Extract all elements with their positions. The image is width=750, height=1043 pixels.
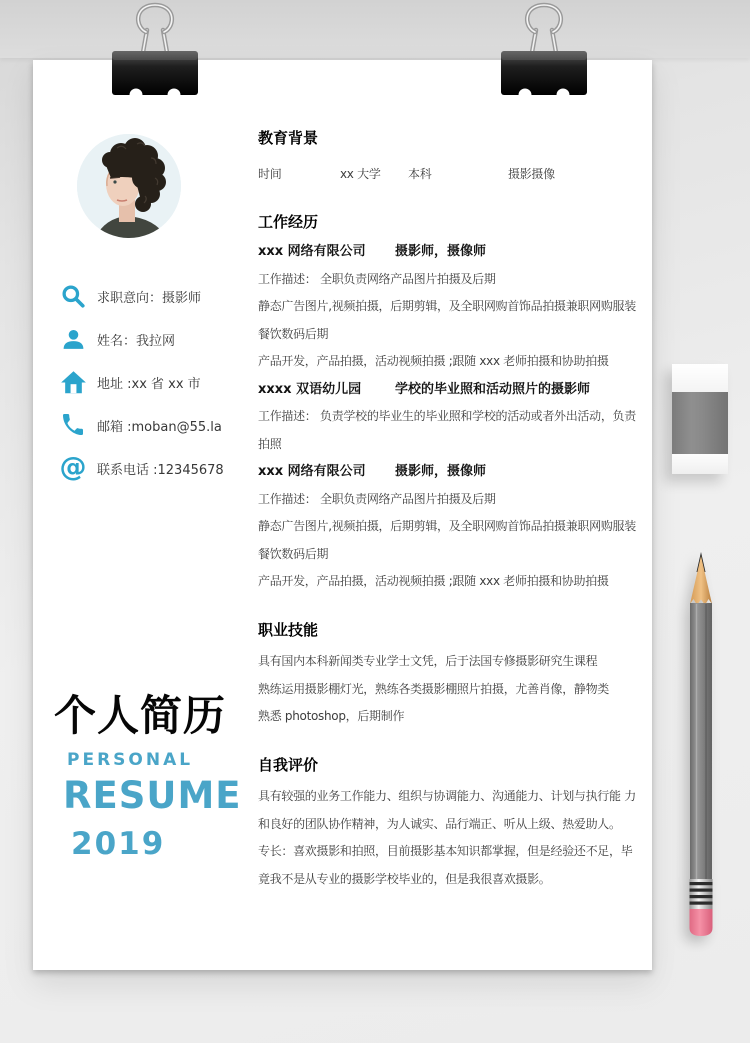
- job-role: 学校的毕业照和活动照片的摄影师: [395, 381, 591, 397]
- eraser-prop: [672, 364, 728, 474]
- contact-label: 求职意向：摄影师: [97, 290, 202, 306]
- job-title-row: [258, 238, 648, 266]
- pencil-prop: [683, 552, 719, 938]
- section-skills: [258, 620, 648, 731]
- contact-label: 邮箱 :moban@55.la: [97, 419, 222, 435]
- evaluation-line: 专长：喜欢摄影和拍照，目前摄影基本知识都掌握，但是经验还不足，毕: [258, 844, 633, 858]
- education-row: [258, 161, 648, 188]
- job-line: 拍照: [258, 436, 282, 451]
- eraser-sleeve: [672, 392, 728, 454]
- education-time: 时间: [258, 167, 282, 181]
- binder-clip-icon: [100, 1, 210, 97]
- section-education: [258, 128, 648, 188]
- contact-item-email: [58, 410, 283, 440]
- job-role: 摄影师，摄像师: [395, 244, 487, 259]
- phone-icon: [58, 410, 88, 440]
- contact-item-address: [58, 367, 283, 397]
- section-title: 工作经历: [258, 213, 319, 231]
- job-line: 工作描述： 全职负责网络产品图片拍摄及后期: [258, 271, 496, 286]
- section-title: 教育背景: [258, 129, 319, 147]
- evaluation-line: 竟我不是从专业的摄影学校毕业的，但是我很喜欢摄影。: [258, 871, 551, 886]
- at-icon: @: [59, 452, 87, 483]
- job-role: 摄影师，摄像师: [395, 464, 487, 479]
- resume-title-en: RESUME: [63, 774, 242, 817]
- job-company: xxx 网络有限公司: [258, 464, 366, 479]
- job-line: 产品开发，产品拍摄，活动视频拍摄 ;跟随 xxx 老师拍摄和协助拍摄: [258, 354, 609, 368]
- skill-line: 熟练运用摄影棚灯光，熟练各类摄影棚照片拍摄，尤善肖像，静物类: [258, 681, 610, 696]
- section-evaluation: [258, 755, 648, 893]
- evaluation-line: 和良好的团队协作精神，为人诚实、品行端正、听从上级、热爱助人。: [258, 816, 621, 831]
- section-title: 自我评价: [258, 756, 319, 774]
- resume-title-cn: 个人简历: [54, 691, 227, 740]
- contact-item-intention: [58, 281, 283, 311]
- skill-line: 具有国内本科新闻类专业学士文凭，后于法国专修摄影研究生课程: [258, 654, 598, 668]
- education-major: 摄影摄像: [508, 167, 555, 181]
- resume-year: 2019: [71, 826, 166, 862]
- job-line: 工作描述： 全职负责网络产品图片拍摄及后期: [258, 491, 496, 506]
- user-icon: [58, 324, 88, 354]
- contact-item-name: [58, 324, 283, 354]
- contact-label: 地址 :xx 省 xx 市: [97, 376, 201, 392]
- section-title: 职业技能: [258, 621, 319, 639]
- binder-clip-icon: [489, 1, 599, 97]
- job-line: 餐饮数码后期: [258, 326, 329, 341]
- avatar: [77, 134, 181, 238]
- job-line: 工作描述： 负责学校的毕业生的毕业照和学校的活动或者外出活动，负责: [258, 409, 636, 423]
- job-line: 餐饮数码后期: [258, 546, 329, 561]
- contact-label: 姓名：我拉网: [97, 333, 176, 349]
- job-title-row: [258, 376, 648, 404]
- job-line: 静态广告图片,视频拍摄，后期剪辑，及全职网购首饰品拍摄兼职网购服装: [258, 519, 636, 533]
- contact-list: [58, 281, 283, 496]
- contact-item-phone: [58, 453, 283, 483]
- job-title-row: [258, 458, 648, 486]
- eraser-top: [672, 364, 728, 392]
- job-line: 静态广告图片,视频拍摄，后期剪辑，及全职网购首饰品拍摄兼职网购服装: [258, 299, 636, 313]
- section-experience: [258, 212, 648, 596]
- evaluation-line: 具有较强的业务工作能力、组织与协调能力、沟通能力、计划与执行能 力: [258, 789, 636, 803]
- home-icon: [58, 367, 88, 397]
- job-company: xxxx 双语幼儿园: [258, 381, 362, 397]
- contact-label: 联系电话 :12345678: [97, 462, 224, 478]
- skill-line: 熟悉 photoshop，后期制作: [258, 709, 405, 723]
- education-degree: 本科: [408, 167, 432, 181]
- eraser-bottom: [672, 454, 728, 474]
- job-company: xxx 网络有限公司: [258, 244, 366, 259]
- search-icon: [58, 281, 88, 311]
- job-line: 产品开发，产品拍摄，活动视频拍摄 ;跟随 xxx 老师拍摄和协助拍摄: [258, 574, 609, 588]
- resume-subtitle-en: PERSONAL: [67, 750, 194, 770]
- education-school: xx 大学: [340, 167, 381, 181]
